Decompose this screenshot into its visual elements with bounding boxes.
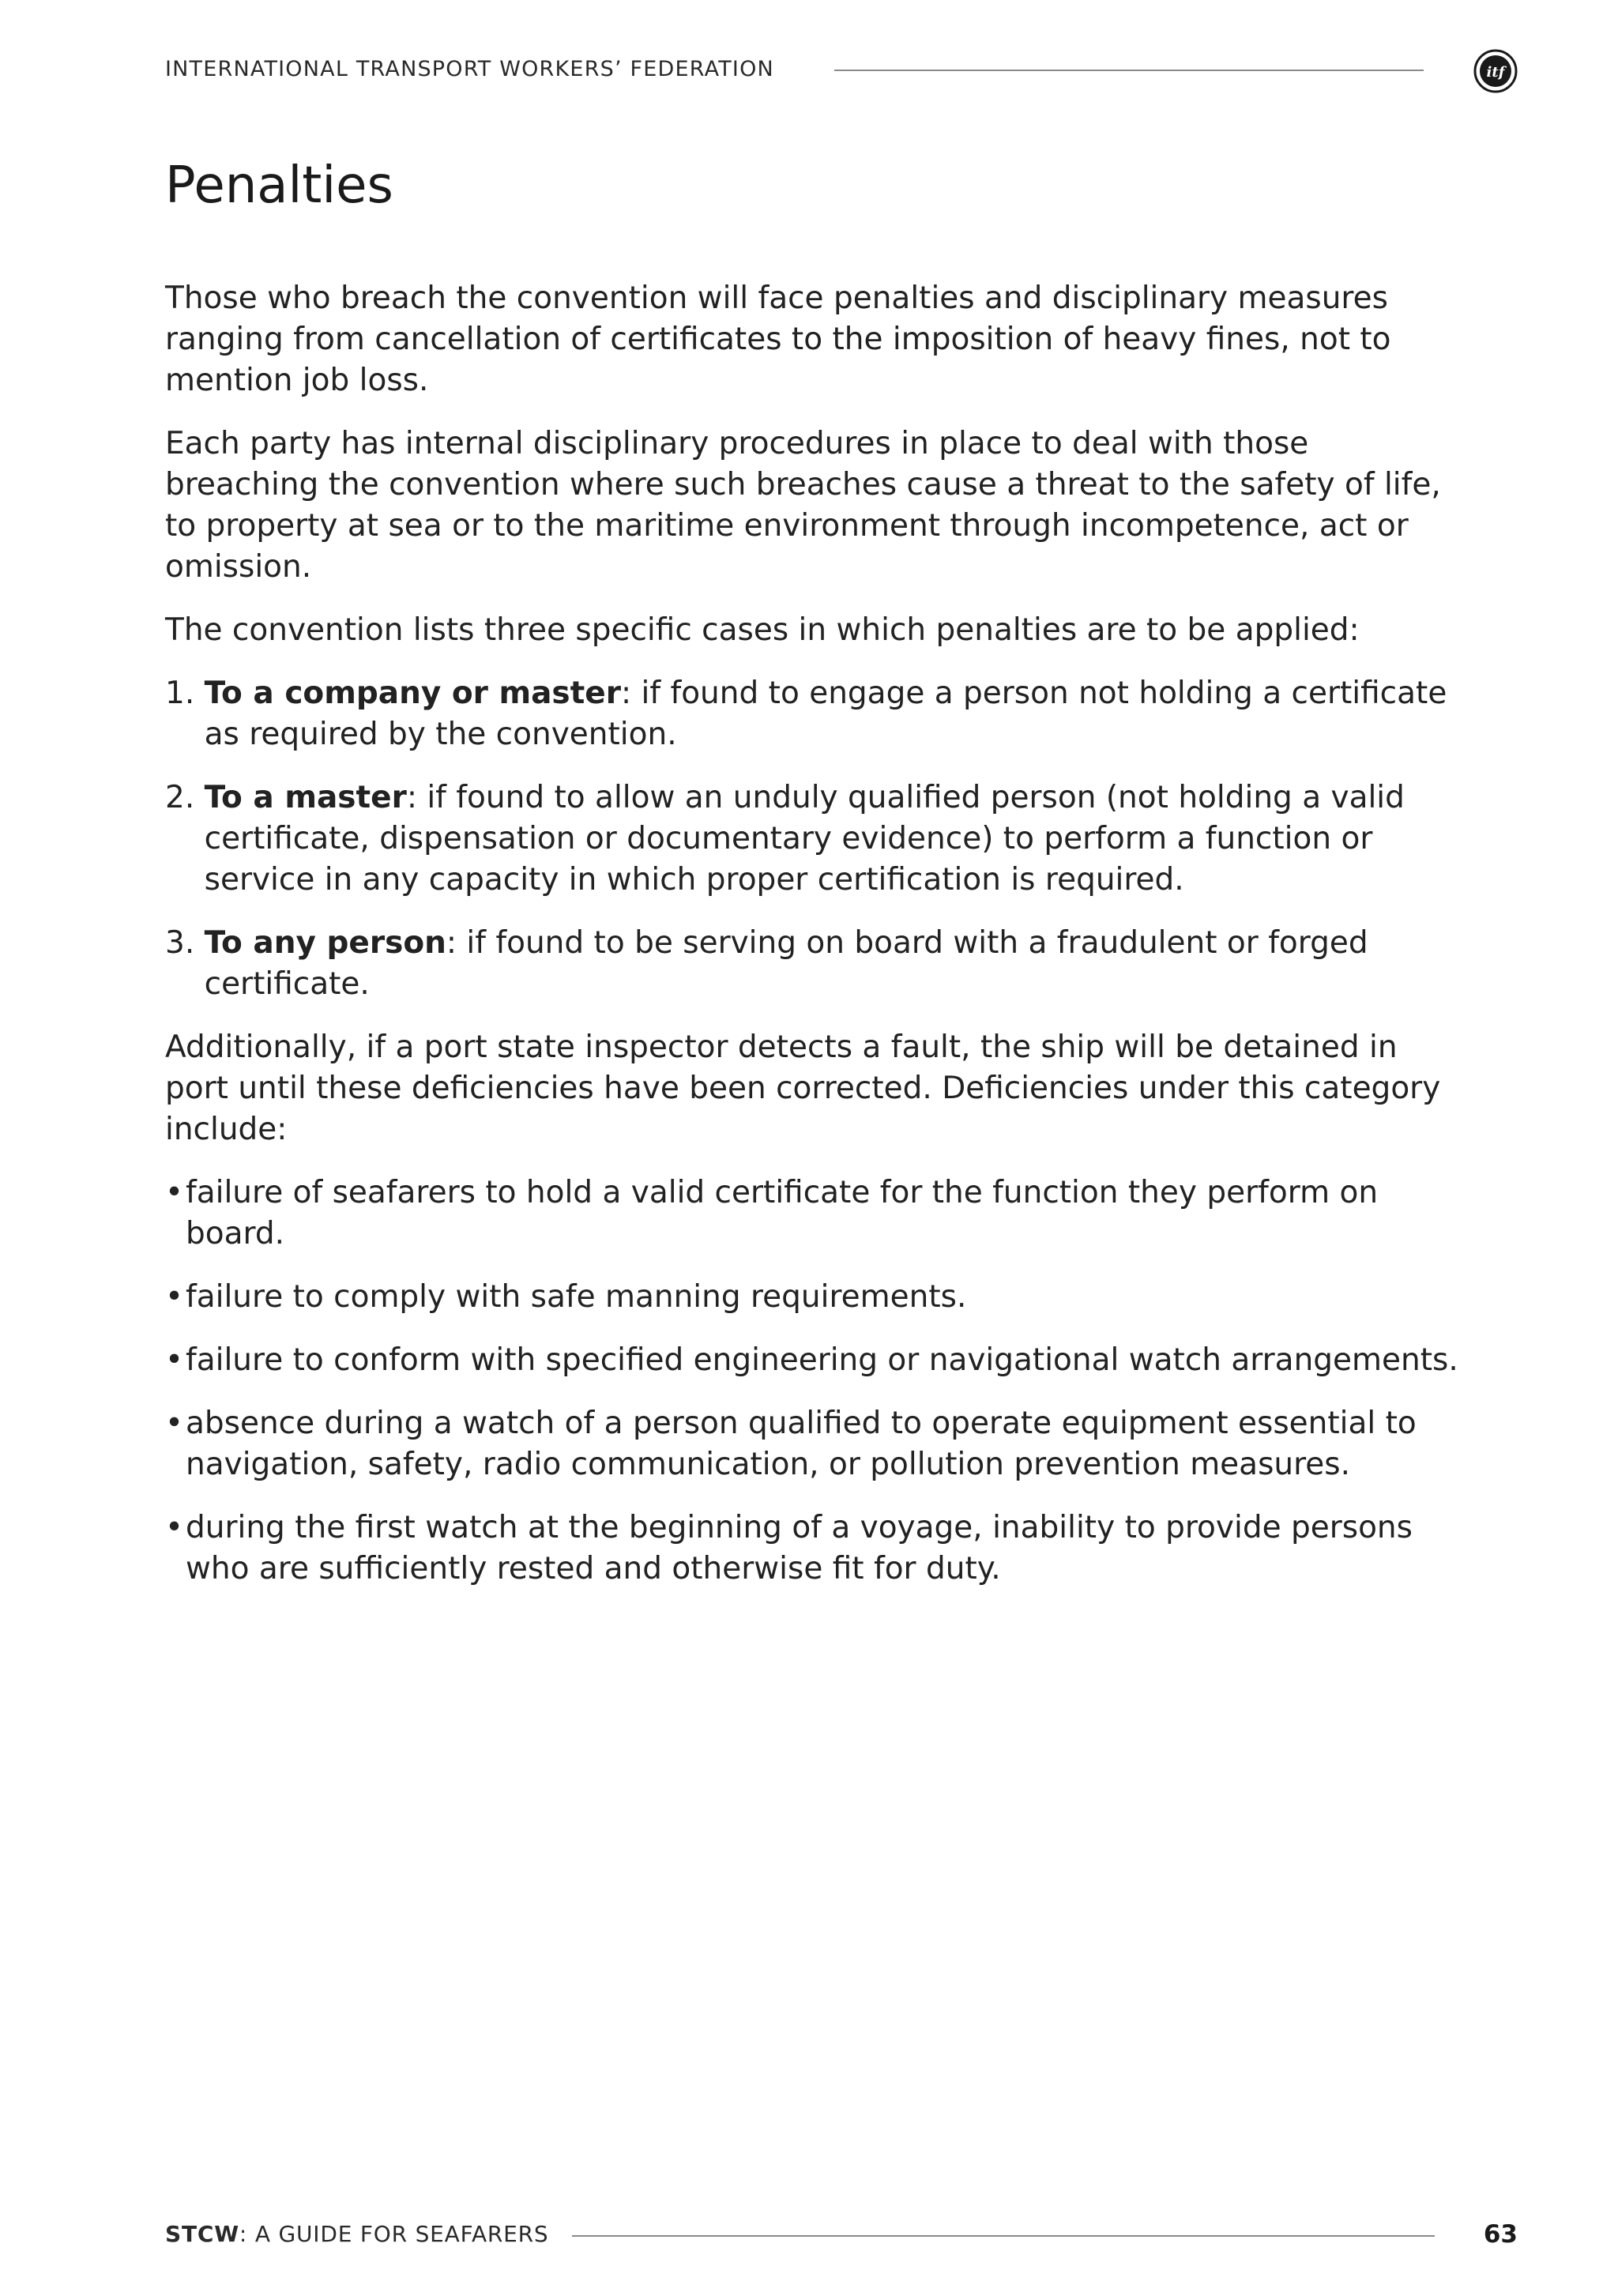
procedures-paragraph: Each party has internal disciplinary procedures in place to deal with those breaching the convention where such breaches cause a threat to the safety of life, to property at sea or to the maritime environment through incompetence, act or omission. — [165, 426, 1441, 585]
penalty-case-text: : if found to be serving on board with a fraudulent or forged certificate. — [204, 925, 1368, 1002]
page-header — [165, 55, 1518, 87]
intro-paragraph: Those who breach the convention will face penalties and disciplinary measures ranging from cancellation of certificates to the imposition of heavy fines, not to mention job loss. — [165, 280, 1391, 398]
page-title: Penalties — [165, 156, 393, 215]
penalty-case-lead: To any person — [204, 925, 446, 961]
deficiency-item — [165, 1340, 1461, 1381]
penalty-case-item — [165, 777, 1461, 901]
header-rule — [834, 70, 1424, 71]
bullet-marker: • — [165, 1510, 184, 1545]
deficiency-text: failure of seafarers to hold a valid certificate for the function they perform on board. — [186, 1175, 1379, 1252]
detention-paragraph: Additionally, if a port state inspector detects a fault, the ship will be detained in port until these deficiencies have been corrected. Deficiencies under this category include: — [165, 1029, 1441, 1147]
list-number: 3. — [165, 925, 195, 961]
deficiency-text: during the first watch at the beginning of a voyage, inability to provide persons who are sufficiently rested and otherwise fit for duty. — [186, 1510, 1413, 1586]
deficiency-item — [165, 1403, 1461, 1485]
itf-logo-icon — [1473, 48, 1518, 94]
page-footer — [165, 2220, 1518, 2252]
penalty-case-lead: To a master — [204, 780, 407, 815]
deficiency-item — [165, 1277, 1461, 1318]
bullet-marker: • — [165, 1279, 184, 1315]
penalty-case-text: : if found to allow an unduly qualified person (not holding a valid certificate, dispensation or documentary evidence) to perform a function or service in any capacity in which proper certification is required. — [204, 780, 1405, 898]
footer-rule — [572, 2235, 1435, 2237]
main-content — [165, 278, 1461, 1612]
organization-name: INTERNATIONAL TRANSPORT WORKERS’ FEDERATION — [165, 57, 774, 81]
penalty-case-content — [205, 923, 1461, 1005]
penalty-case-item — [165, 673, 1461, 755]
guide-title — [165, 2220, 548, 2249]
logo-text: itf — [1486, 64, 1505, 81]
deficiency-item — [165, 1172, 1461, 1255]
penalty-case-content — [205, 777, 1461, 901]
list-number: 2. — [165, 780, 195, 815]
deficiency-item — [165, 1507, 1461, 1590]
penalty-case-text: : if found to engage a person not holding a certificate as required by the convention. — [204, 676, 1447, 752]
page-number: 63 — [1483, 2220, 1518, 2249]
bullet-marker: • — [165, 1342, 184, 1378]
deficiency-text: failure to comply with safe manning requirements. — [186, 1279, 967, 1315]
guide-title-bold: STCW — [165, 2221, 239, 2247]
penalty-case-item — [165, 923, 1461, 1005]
penalty-case-content — [205, 673, 1461, 755]
penalty-case-lead: To a company or master — [204, 676, 621, 711]
guide-title-rest: : A GUIDE FOR SEAFARERS — [239, 2221, 549, 2247]
bullet-marker: • — [165, 1406, 184, 1441]
deficiency-text: absence during a watch of a person qualified to operate equipment essential to navigation, safety, radio communication, or pollution prevention measures. — [186, 1406, 1417, 1482]
deficiency-text: failure to conform with specified engineering or navigational watch arrangements. — [186, 1342, 1458, 1378]
cases-intro-paragraph: The convention lists three specific cases in which penalties are to be applied: — [165, 612, 1360, 648]
bullet-marker: • — [165, 1175, 184, 1210]
list-number: 1. — [165, 676, 195, 711]
